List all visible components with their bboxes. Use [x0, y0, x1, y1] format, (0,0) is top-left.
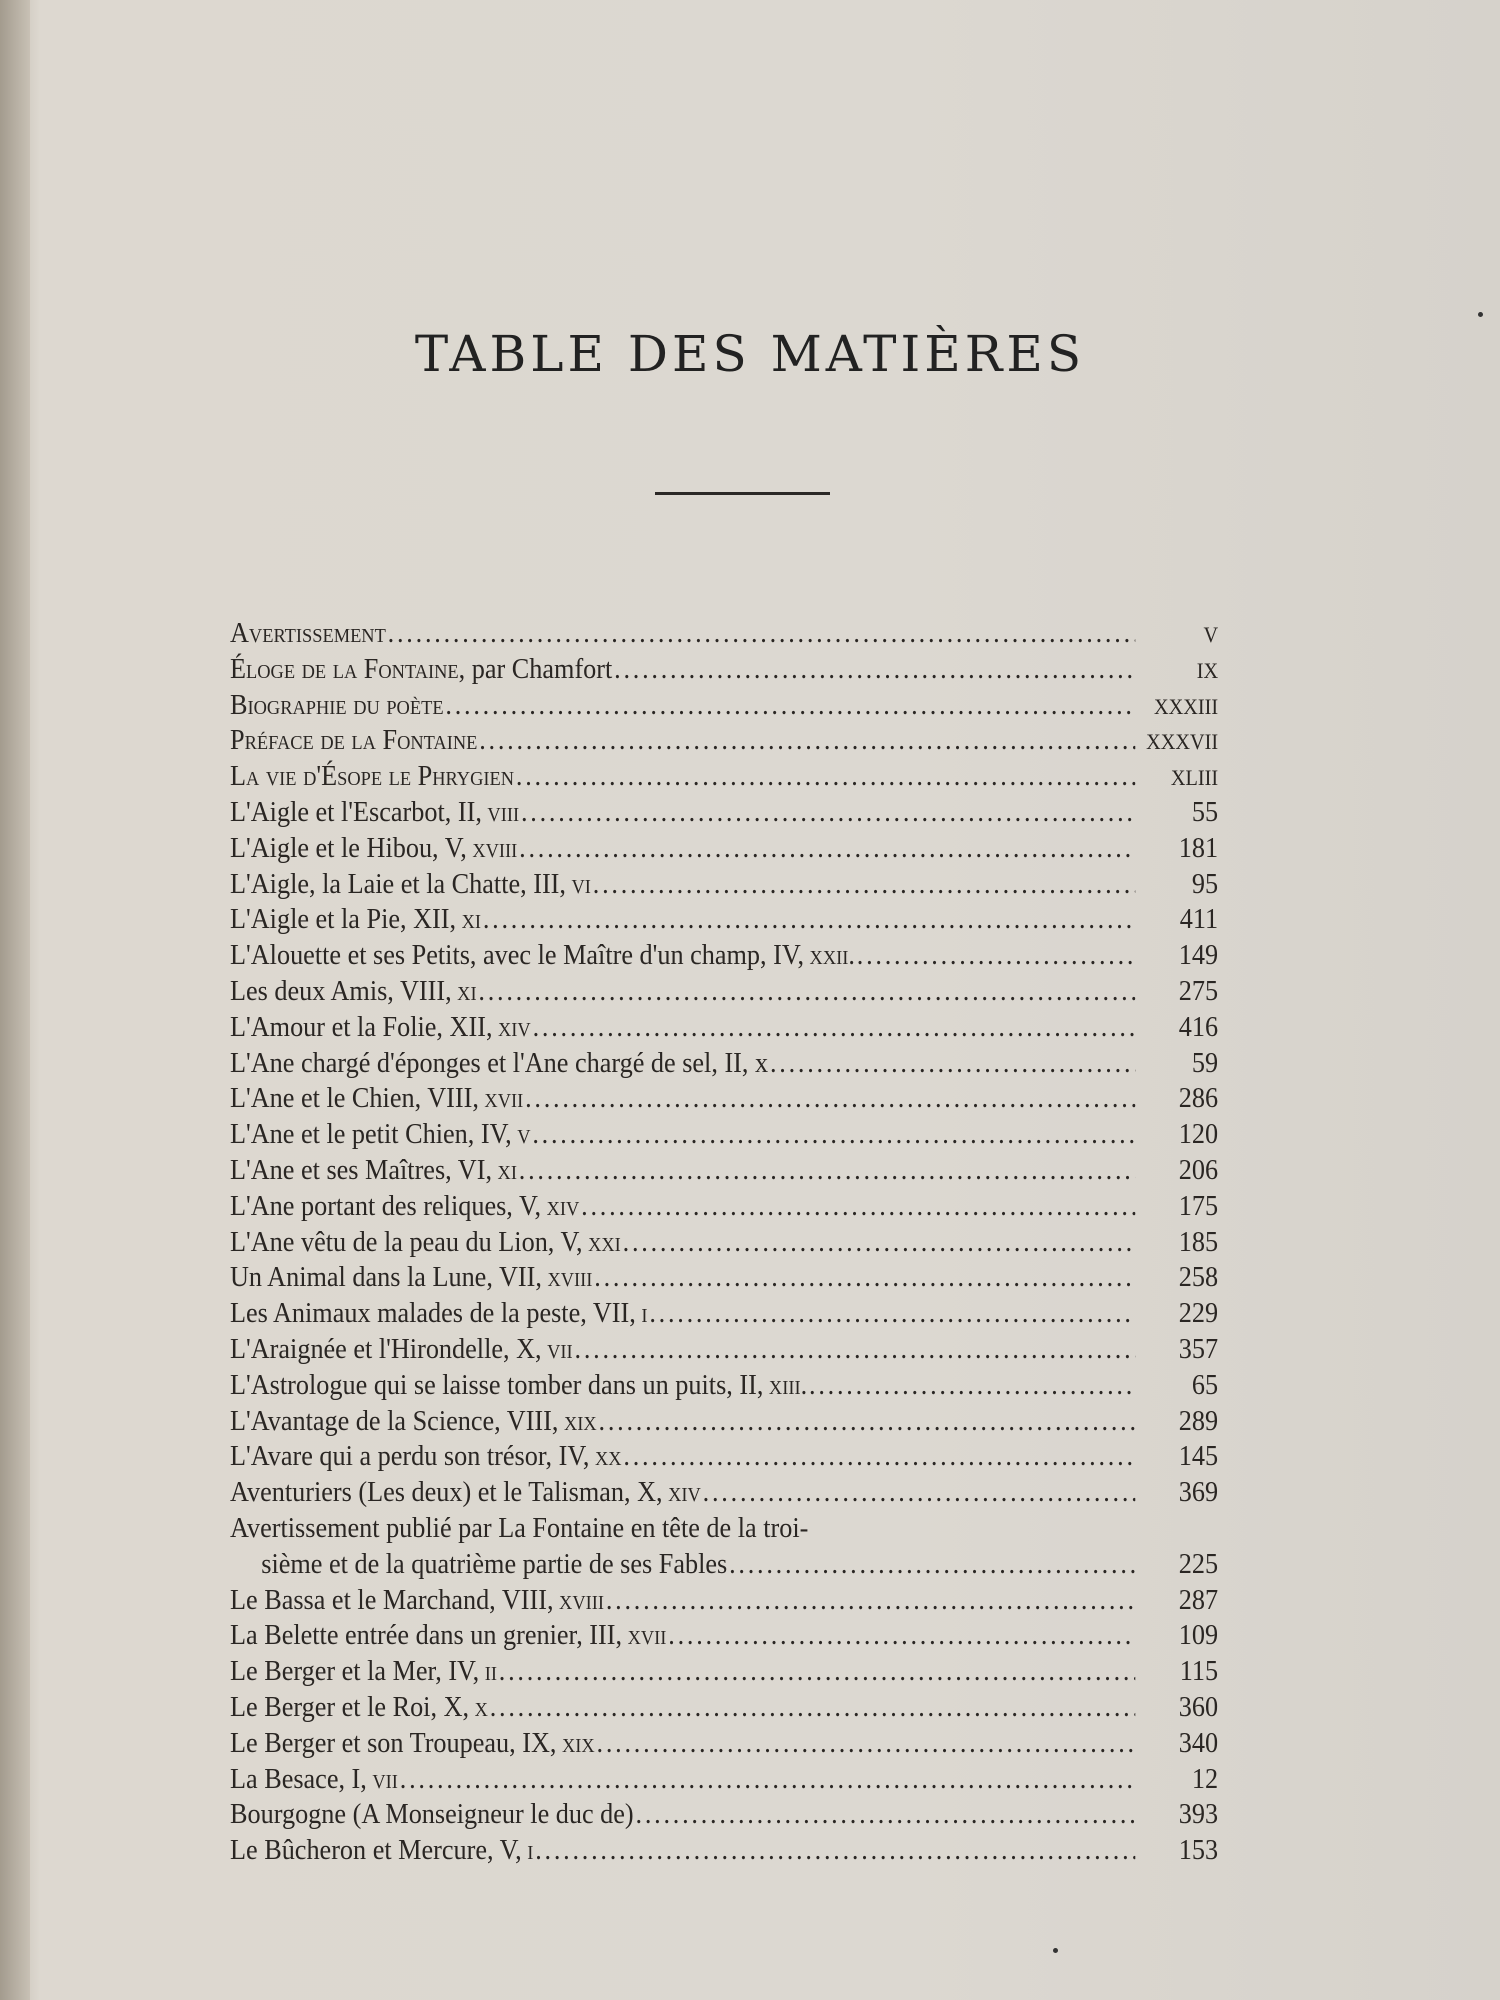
- toc-entry: [230, 1513, 1218, 1549]
- entry-page-number: XXXIII: [1153, 693, 1219, 719]
- entry-title: L'Araignée et l'Hirondelle, X,: [230, 1333, 542, 1365]
- entry-page-number: 225: [1178, 1548, 1219, 1580]
- entry-title: Le Berger et la Mer, IV,: [230, 1656, 480, 1688]
- toc-entry: [230, 618, 1218, 654]
- entry-chapter-ref: xiv: [668, 1477, 701, 1509]
- entry-title: Les deux Amis, VIII,: [230, 975, 452, 1007]
- toc-entry: [230, 1835, 1218, 1871]
- title-rule: [655, 492, 830, 495]
- dot-leader: [388, 618, 1136, 650]
- dot-leader: [525, 1083, 1135, 1115]
- entry-page-number: 115: [1179, 1656, 1219, 1688]
- entry-chapter-ref: xviii: [547, 1262, 593, 1294]
- toc-entry: [230, 1262, 1218, 1298]
- dot-leader: [770, 1048, 1135, 1080]
- dot-leader: [519, 833, 1135, 865]
- entry-chapter-ref: xiii.: [768, 1369, 808, 1401]
- entry-page-number: XXXVII: [1146, 729, 1219, 755]
- dot-leader: [599, 1406, 1136, 1438]
- toc-entry: [230, 869, 1218, 905]
- entry-page-number: 95: [1191, 868, 1219, 900]
- page-title: TABLE DES MATIÈRES: [414, 325, 1086, 383]
- toc-entry: [230, 1048, 1218, 1084]
- entry-title: Un Animal dans la Lune, VII,: [230, 1262, 542, 1294]
- dot-leader: [668, 1620, 1135, 1652]
- dot-leader: [597, 1728, 1136, 1760]
- toc-entry: [230, 1549, 1218, 1585]
- dot-leader: [533, 1012, 1136, 1044]
- entry-page-number: 65: [1191, 1369, 1219, 1401]
- dot-leader: [623, 1227, 1136, 1259]
- entry-chapter-ref: i: [527, 1835, 534, 1867]
- entry-page-number: 185: [1178, 1226, 1219, 1258]
- entry-title: Biographie du poète: [230, 689, 444, 721]
- toc-entry: [230, 1012, 1218, 1048]
- entry-page-number: 229: [1178, 1298, 1219, 1330]
- dot-leader: [483, 904, 1135, 936]
- entry-title: Le Bûcheron et Mercure, V,: [230, 1835, 522, 1867]
- entry-chapter-ref: xxii.: [809, 940, 855, 972]
- toc-entry: [230, 725, 1218, 761]
- entry-title: sième et de la quatrième partie de ses Fables: [261, 1548, 728, 1580]
- toc-entry: [230, 904, 1218, 940]
- entry-chapter-ref: vii: [547, 1333, 573, 1365]
- entry-title: Avertissement publié par La Fontaine en tête de la troi-: [230, 1512, 809, 1544]
- entry-chapter-ref: xi: [457, 975, 477, 1007]
- entry-title: La vie d'Ésope le Phrygien: [230, 761, 515, 793]
- entry-page-number: 340: [1178, 1727, 1219, 1759]
- entry-chapter-ref: xvii: [627, 1620, 667, 1652]
- paper-speck: [1478, 312, 1483, 317]
- entry-title: Les Animaux malades de la peste, VII,: [230, 1298, 636, 1330]
- entry-page-number: 369: [1178, 1477, 1219, 1509]
- toc-entry: [230, 797, 1218, 833]
- entry-chapter-ref: viii: [487, 796, 520, 828]
- dot-leader: [521, 797, 1135, 829]
- dot-leader: [649, 1298, 1135, 1330]
- dot-leader: [490, 1692, 1136, 1724]
- entry-title: L'Ane et le petit Chien, IV,: [230, 1119, 512, 1151]
- entry-chapter-ref: ii: [484, 1656, 497, 1688]
- entry-title: L'Aigle, la Laie et la Chatte, III,: [230, 868, 566, 900]
- dot-leader: [594, 1262, 1135, 1294]
- toc-entry: [230, 1620, 1218, 1656]
- dot-leader: [478, 976, 1135, 1008]
- entry-title: La Belette entrée dans un grenier, III,: [230, 1620, 623, 1652]
- entry-chapter-ref: xix: [562, 1727, 595, 1759]
- toc-entry: [230, 1585, 1218, 1621]
- entry-page-number: 175: [1178, 1190, 1219, 1222]
- entry-page-number: 120: [1178, 1119, 1219, 1151]
- entry-page-number: 393: [1178, 1799, 1219, 1831]
- entry-page-number: 416: [1178, 1011, 1219, 1043]
- entry-title: L'Aigle et l'Escarbot, II,: [230, 796, 482, 828]
- toc-entry: [230, 1298, 1218, 1334]
- entry-page-number: 258: [1178, 1262, 1219, 1294]
- entry-page-number: 357: [1178, 1333, 1219, 1365]
- dot-leader: [614, 654, 1135, 686]
- toc-entry: [230, 761, 1218, 797]
- toc-entry: [230, 654, 1218, 690]
- entry-chapter-ref: xx: [595, 1441, 622, 1473]
- entry-title: Bourgogne (A Monseigneur le duc de): [230, 1799, 634, 1831]
- entry-chapter-ref: xix: [563, 1405, 597, 1437]
- entry-title: L'Astrologue qui se laisse tomber dans un puits, II,: [230, 1369, 764, 1401]
- entry-page-number: 411: [1179, 904, 1219, 936]
- entry-page-number: 145: [1178, 1441, 1219, 1473]
- table-of-contents: [230, 618, 1218, 1871]
- entry-chapter-ref: v: [517, 1119, 531, 1151]
- dot-leader: [535, 1835, 1135, 1867]
- toc-entry: [230, 833, 1218, 869]
- dot-leader: [532, 1119, 1135, 1151]
- entry-chapter-ref: xviii: [559, 1584, 604, 1616]
- entry-title: L'Amour et la Folie, XII,: [230, 1011, 493, 1043]
- entry-title: L'Avantage de la Science, VIII,: [230, 1405, 559, 1437]
- entry-title-suffix: , par Chamfort: [458, 653, 613, 685]
- entry-page-number: 149: [1178, 940, 1219, 972]
- entry-title: L'Ane chargé d'éponges et l'Ane chargé de sel, II, x: [230, 1047, 769, 1079]
- entry-chapter-ref: vii: [372, 1763, 398, 1795]
- entry-chapter-ref: xiv: [498, 1011, 531, 1043]
- entry-title: L'Aigle et la Pie, XII,: [230, 904, 457, 936]
- entry-title: Avertissement: [230, 618, 386, 649]
- entry-title: L'Avare qui a perdu son trésor, IV,: [230, 1441, 590, 1473]
- dot-leader: [623, 1441, 1135, 1473]
- toc-entry: [230, 1441, 1218, 1477]
- toc-entry: [230, 1227, 1218, 1263]
- entry-chapter-ref: xi: [497, 1154, 517, 1186]
- entry-page-number: 153: [1178, 1835, 1219, 1867]
- entry-title: Aventuriers (Les deux) et le Talisman, X,: [230, 1477, 663, 1509]
- entry-title: L'Ane portant des reliques, V,: [230, 1190, 542, 1222]
- toc-entry: [230, 1656, 1218, 1692]
- toc-entry: [230, 1764, 1218, 1800]
- entry-title: L'Ane et le Chien, VIII,: [230, 1083, 479, 1115]
- entry-page-number: 286: [1178, 1083, 1219, 1115]
- toc-entry: [230, 1799, 1218, 1835]
- entry-page-number: 181: [1178, 832, 1219, 864]
- dot-leader: [857, 940, 1136, 972]
- toc-entry: [230, 940, 1218, 976]
- dot-leader: [809, 1370, 1135, 1402]
- toc-entry: [230, 1692, 1218, 1728]
- toc-entry: [230, 1191, 1218, 1227]
- dot-leader: [703, 1477, 1136, 1509]
- entry-page-number: 275: [1178, 975, 1219, 1007]
- entry-chapter-ref: i: [641, 1298, 648, 1330]
- dot-leader: [400, 1764, 1136, 1796]
- toc-entry: [230, 1083, 1218, 1119]
- toc-entry: [230, 1334, 1218, 1370]
- entry-page-number: 287: [1178, 1584, 1219, 1616]
- toc-entry: [230, 976, 1218, 1012]
- dot-leader: [499, 1656, 1135, 1688]
- entry-title: L'Aigle et le Hibou, V,: [230, 832, 467, 864]
- entry-page-number: 12: [1191, 1763, 1219, 1795]
- entry-page-number: 59: [1191, 1047, 1219, 1079]
- entry-title: L'Ane vêtu de la peau du Lion, V,: [230, 1226, 583, 1258]
- entry-title: La Besace, I,: [230, 1763, 367, 1795]
- paper-speck: [1053, 1948, 1058, 1953]
- entry-title: L'Ane et ses Maîtres, VI,: [230, 1154, 493, 1186]
- dot-leader: [479, 725, 1135, 757]
- entry-chapter-ref: xvii: [484, 1083, 524, 1115]
- dot-leader: [729, 1549, 1135, 1581]
- toc-entry: [230, 1155, 1218, 1191]
- entry-chapter-ref: xi: [461, 904, 482, 936]
- entry-chapter-ref: vi: [571, 868, 591, 900]
- entry-title: Préface de la Fontaine: [230, 725, 478, 757]
- entry-page-number: IX: [1196, 657, 1219, 683]
- toc-entry: [230, 1370, 1218, 1406]
- entry-chapter-ref: x: [474, 1691, 488, 1723]
- entry-title: Éloge de la Fontaine: [230, 653, 459, 685]
- entry-title: Le Bassa et le Marchand, VIII,: [230, 1584, 554, 1616]
- entry-page-number: 206: [1178, 1154, 1219, 1186]
- entry-chapter-ref: xviii: [472, 832, 518, 864]
- dot-leader: [575, 1334, 1136, 1366]
- entry-chapter-ref: xxi: [588, 1226, 621, 1258]
- dot-leader: [636, 1799, 1136, 1831]
- entry-page-number: 55: [1191, 796, 1219, 828]
- book-gutter: [0, 0, 30, 2000]
- dot-leader: [445, 690, 1135, 722]
- toc-entry: [230, 1477, 1218, 1513]
- dot-leader: [516, 761, 1135, 793]
- entry-page-number: 360: [1178, 1691, 1219, 1723]
- dot-leader: [606, 1585, 1135, 1617]
- entry-page-number: 289: [1178, 1405, 1219, 1437]
- entry-title: L'Alouette et ses Petits, avec le Maître d'un champ, IV,: [230, 940, 805, 972]
- entry-title: Le Berger et le Roi, X,: [230, 1691, 470, 1723]
- dot-leader: [581, 1191, 1135, 1223]
- entry-page-number: V: [1203, 622, 1219, 647]
- entry-page-number: 109: [1178, 1620, 1219, 1652]
- dot-leader: [593, 869, 1136, 901]
- entry-title: Le Berger et son Troupeau, IX,: [230, 1727, 557, 1759]
- toc-entry: [230, 1119, 1218, 1155]
- entry-chapter-ref: xiv: [546, 1190, 580, 1222]
- dot-leader: [519, 1155, 1135, 1187]
- toc-entry: [230, 1728, 1218, 1764]
- entry-page-number: XLIII: [1170, 765, 1219, 791]
- toc-entry: [230, 1406, 1218, 1442]
- toc-entry: [230, 690, 1218, 726]
